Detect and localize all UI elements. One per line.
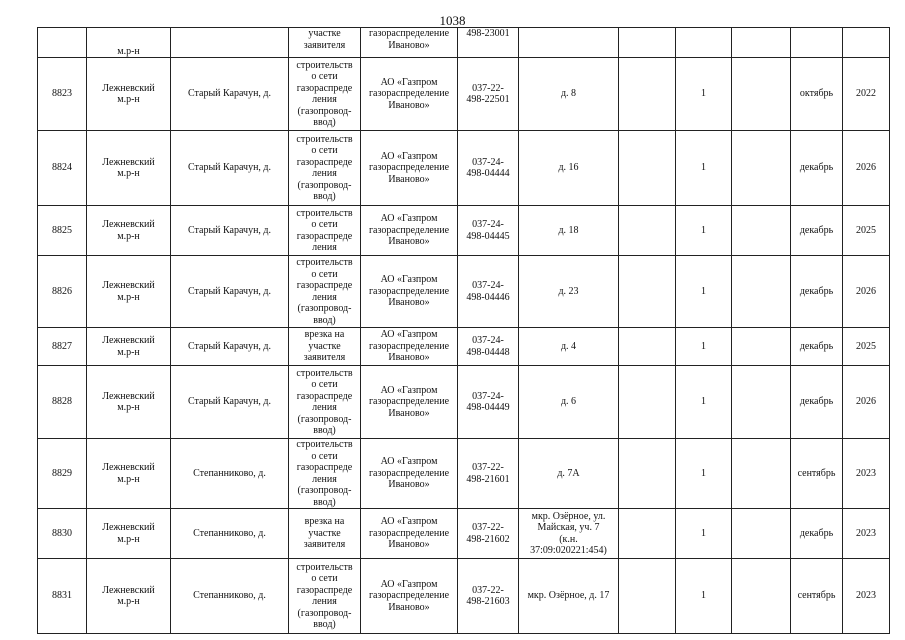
cell-district: Лежневский м.р-н <box>87 559 171 634</box>
cell-operator: АО «Газпром газораспределение Иваново» <box>361 366 458 439</box>
cell-operator: АО «Газпром газораспределение Иваново» <box>361 559 458 634</box>
cell-district: Лежневский м.р-н <box>87 439 171 509</box>
cell-district: Лежневский м.р-н <box>87 509 171 559</box>
cell-num: 8824 <box>38 131 87 206</box>
cell-settlement: Степанниково, д. <box>171 559 289 634</box>
cell-operator: газораспределение Иваново» <box>361 28 458 58</box>
cell-operator: АО «Газпром газораспределение Иваново» <box>361 131 458 206</box>
cell-type: строительств о сети газораспреде ления (газопровод- ввод) <box>289 559 361 634</box>
table-row <box>38 58 890 131</box>
cell-num: 8825 <box>38 206 87 256</box>
cell-count: 1 <box>676 439 732 509</box>
cell-code: 037-22- 498-21601 <box>458 439 519 509</box>
cell-year: 2026 <box>843 366 890 439</box>
cell-empty <box>732 366 791 439</box>
cell-count: 1 <box>676 366 732 439</box>
cell-empty <box>732 256 791 328</box>
table-row <box>38 328 890 366</box>
cell-empty <box>619 366 676 439</box>
cell-year: 2023 <box>843 509 890 559</box>
cell-empty <box>732 131 791 206</box>
cell-month: декабрь <box>791 256 843 328</box>
cell-settlement: Степанниково, д. <box>171 509 289 559</box>
cell-num: 8826 <box>38 256 87 328</box>
cell-count: 1 <box>676 131 732 206</box>
cell-month: декабрь <box>791 328 843 366</box>
cell-district: Лежневский м.р-н <box>87 328 171 366</box>
cell-settlement: Степанниково, д. <box>171 439 289 509</box>
cell-month: декабрь <box>791 206 843 256</box>
cell-year <box>843 28 890 58</box>
cell-year: 2026 <box>843 256 890 328</box>
cell-empty <box>732 206 791 256</box>
cell-type: строительств о сети газораспреде ления (газопровод- ввод) <box>289 256 361 328</box>
cell-count: 1 <box>676 58 732 131</box>
cell-settlement: Старый Карачун, д. <box>171 366 289 439</box>
cell-empty <box>619 206 676 256</box>
cell-num: 8827 <box>38 328 87 366</box>
cell-code: 037-24- 498-04445 <box>458 206 519 256</box>
cell-district: Лежневский м.р-н <box>87 256 171 328</box>
cell-settlement: Старый Карачун, д. <box>171 131 289 206</box>
cell-address: д. 23 <box>519 256 619 328</box>
cell-empty <box>732 439 791 509</box>
cell-address: д. 7А <box>519 439 619 509</box>
cell-count <box>676 28 732 58</box>
cell-month: декабрь <box>791 509 843 559</box>
cell-district: м.р-н <box>87 28 171 58</box>
table-row <box>38 509 890 559</box>
table-row <box>38 559 890 634</box>
cell-year: 2025 <box>843 206 890 256</box>
cell-empty <box>732 58 791 131</box>
cell-address: мкр. Озёрное, ул. Майская, уч. 7 (к.н. 37:09:020221:454) <box>519 509 619 559</box>
table-row <box>38 131 890 206</box>
cell-empty <box>619 58 676 131</box>
cell-address: д. 8 <box>519 58 619 131</box>
cell-type: строительств о сети газораспреде ления (газопровод- ввод) <box>289 58 361 131</box>
cell-address: д. 18 <box>519 206 619 256</box>
cell-empty <box>619 131 676 206</box>
cell-settlement: Старый Карачун, д. <box>171 58 289 131</box>
cell-type: врезка на участке заявителя <box>289 509 361 559</box>
cell-empty <box>732 328 791 366</box>
cell-num: 8831 <box>38 559 87 634</box>
cell-type: участке заявителя <box>289 28 361 58</box>
cell-num: 8830 <box>38 509 87 559</box>
cell-settlement: Старый Карачун, д. <box>171 256 289 328</box>
cell-address: мкр. Озёрное, д. 17 <box>519 559 619 634</box>
cell-count: 1 <box>676 559 732 634</box>
cell-empty <box>619 256 676 328</box>
cell-address <box>519 28 619 58</box>
table-row <box>38 256 890 328</box>
page-number: 1038 <box>439 13 466 28</box>
table-row <box>38 366 890 439</box>
cell-empty <box>619 439 676 509</box>
cell-num: 8828 <box>38 366 87 439</box>
cell-address: д. 4 <box>519 328 619 366</box>
cell-year: 2026 <box>843 131 890 206</box>
cell-district: Лежневский м.р-н <box>87 131 171 206</box>
cell-empty <box>619 28 676 58</box>
cell-operator: АО «Газпром газораспределение Иваново» <box>361 58 458 131</box>
table-row <box>38 439 890 509</box>
cell-code: 037-24- 498-04448 <box>458 328 519 366</box>
cell-settlement <box>171 28 289 58</box>
cell-type: строительств о сети газораспреде ления (газопровод- ввод) <box>289 366 361 439</box>
cell-num <box>38 28 87 58</box>
cell-year: 2025 <box>843 328 890 366</box>
cell-district: Лежневский м.р-н <box>87 366 171 439</box>
cell-operator: АО «Газпром газораспределение Иваново» <box>361 256 458 328</box>
cell-settlement: Старый Карачун, д. <box>171 328 289 366</box>
cell-year: 2023 <box>843 439 890 509</box>
cell-empty <box>619 559 676 634</box>
cell-empty <box>619 328 676 366</box>
cell-operator: АО «Газпром газораспределение Иваново» <box>361 328 458 366</box>
cell-month: октябрь <box>791 58 843 131</box>
cell-district: Лежневский м.р-н <box>87 206 171 256</box>
cell-month <box>791 28 843 58</box>
cell-empty <box>732 28 791 58</box>
cell-type: врезка на участке заявителя <box>289 328 361 366</box>
cell-address: д. 6 <box>519 366 619 439</box>
cell-type: строительств о сети газораспреде ления (газопровод- ввод) <box>289 131 361 206</box>
cell-settlement: Старый Карачун, д. <box>171 206 289 256</box>
table-row-partial <box>38 28 890 58</box>
cell-code: 037-24- 498-04444 <box>458 131 519 206</box>
cell-code: 037-24- 498-04446 <box>458 256 519 328</box>
cell-code: 498-23001 <box>458 28 519 58</box>
cell-type: строительств о сети газораспреде ления <box>289 206 361 256</box>
cell-empty <box>619 509 676 559</box>
cell-count: 1 <box>676 509 732 559</box>
cell-count: 1 <box>676 328 732 366</box>
cell-month: декабрь <box>791 366 843 439</box>
cell-count: 1 <box>676 256 732 328</box>
cell-district: Лежневский м.р-н <box>87 58 171 131</box>
cell-year: 2022 <box>843 58 890 131</box>
gasification-table <box>37 27 890 634</box>
cell-type: строительств о сети газораспреде ления (газопровод- ввод) <box>289 439 361 509</box>
cell-num: 8829 <box>38 439 87 509</box>
cell-month: декабрь <box>791 131 843 206</box>
table-row <box>38 206 890 256</box>
cell-operator: АО «Газпром газораспределение Иваново» <box>361 509 458 559</box>
cell-count: 1 <box>676 206 732 256</box>
cell-code: 037-22- 498-22501 <box>458 58 519 131</box>
cell-address: д. 16 <box>519 131 619 206</box>
cell-month: сентябрь <box>791 559 843 634</box>
cell-empty <box>732 559 791 634</box>
cell-code: 037-24- 498-04449 <box>458 366 519 439</box>
cell-month: сентябрь <box>791 439 843 509</box>
cell-operator: АО «Газпром газораспределение Иваново» <box>361 439 458 509</box>
cell-empty <box>732 509 791 559</box>
cell-year: 2023 <box>843 559 890 634</box>
cell-operator: АО «Газпром газораспределение Иваново» <box>361 206 458 256</box>
cell-num: 8823 <box>38 58 87 131</box>
cell-code: 037-22- 498-21603 <box>458 559 519 634</box>
cell-code: 037-22- 498-21602 <box>458 509 519 559</box>
